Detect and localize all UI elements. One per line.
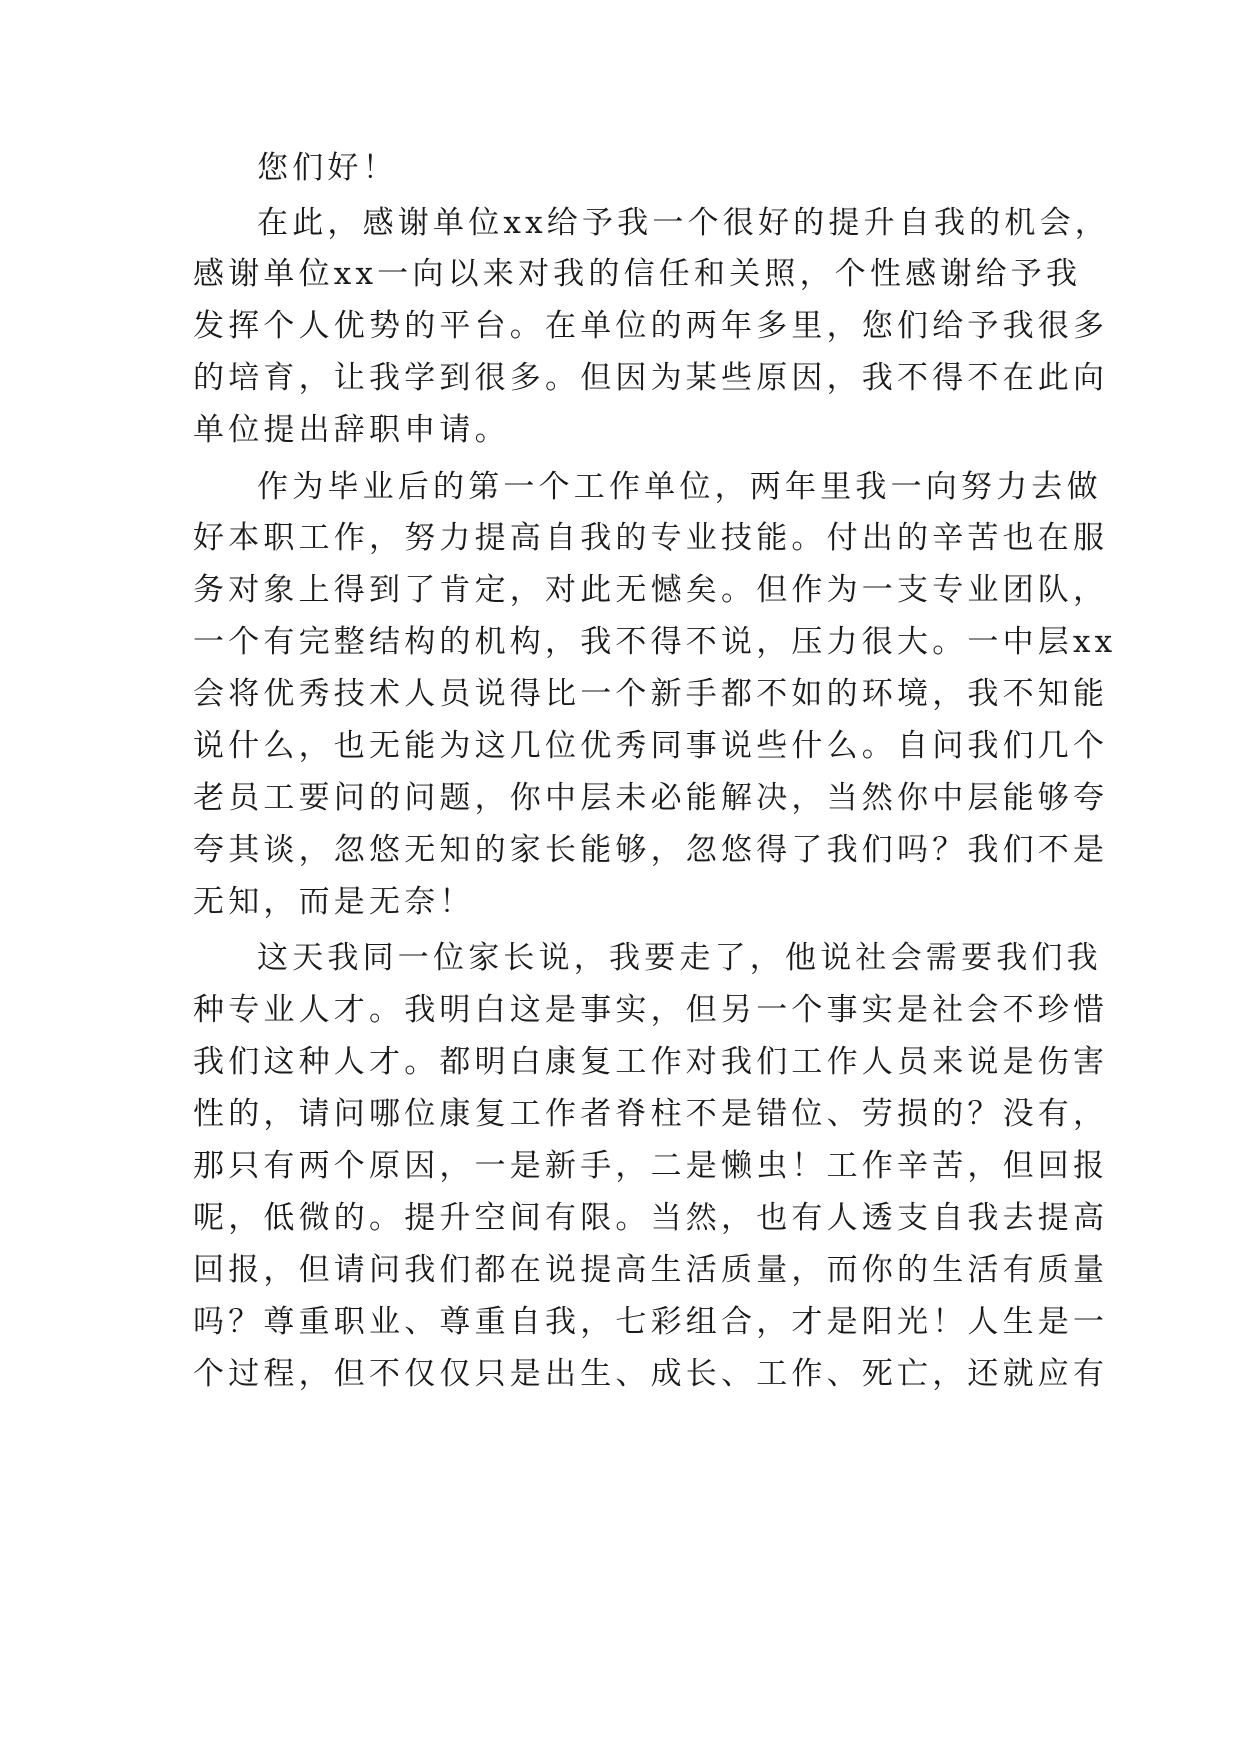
- paragraph-3-line-6: 呢，低微的。提升空间有限。当然，也有人透支自我去提高: [193, 1200, 1109, 1236]
- paragraph-1-line-5: 单位提出辞职申请。: [193, 412, 510, 448]
- paragraph-2-line-5: 会将优秀技术人员说得比一个新手都不如的环境，我不知能: [193, 676, 1109, 712]
- paragraph-2-line-1: 作为毕业后的第一个工作单位，两年里我一向努力去做: [257, 469, 1102, 505]
- paragraph-1-line-3: 发挥个人优势的平台。在单位的两年多里，您们给予我很多: [193, 308, 1109, 344]
- paragraph-2-line-8: 夸其谈，忽悠无知的家长能够，忽悠得了我们吗？我们不是: [193, 832, 1109, 868]
- paragraph-3-line-8: 吗？尊重职业、尊重自我，七彩组合，才是阳光！人生是一: [193, 1304, 1109, 1340]
- paragraph-3-line-3: 我们这种人才。都明白康复工作对我们工作人员来说是伤害: [193, 1044, 1109, 1080]
- paragraph-3-line-4: 性的，请问哪位康复工作者脊柱不是错位、劳损的？没有，: [193, 1096, 1109, 1132]
- paragraph-3-line-5: 那只有两个原因，一是新手，二是懒虫！工作辛苦，但回报: [193, 1148, 1109, 1184]
- greeting-line: 您们好！: [257, 150, 398, 186]
- paragraph-2-line-3: 务对象上得到了肯定，对此无憾矣。但作为一支专业团队，: [193, 572, 1109, 608]
- paragraph-2-line-6: 说什么，也无能为这几位优秀同事说些什么。自问我们几个: [193, 728, 1109, 764]
- paragraph-3-line-9: 个过程，但不仅仅只是出生、成长、工作、死亡，还就应有: [193, 1356, 1109, 1392]
- paragraph-2-line-9: 无知，而是无奈！: [193, 884, 475, 920]
- paragraph-2-line-7: 老员工要问的问题，你中层未必能解决，当然你中层能够夸: [193, 780, 1109, 816]
- paragraph-2-line-2: 好本职工作，努力提高自我的专业技能。付出的辛苦也在服: [193, 520, 1109, 556]
- paragraph-1-line-4: 的培育，让我学到很多。但因为某些原因，我不得不在此向: [193, 360, 1109, 396]
- paragraph-1-line-1: 在此，感谢单位xx给予我一个很好的提升自我的机会，: [257, 205, 1110, 241]
- paragraph-3-line-7: 回报，但请问我们都在说提高生活质量，而你的生活有质量: [193, 1252, 1109, 1288]
- paragraph-1-line-2: 感谢单位xx一向以来对我的信任和关照，个性感谢给予我: [193, 256, 1082, 292]
- paragraph-2-line-4: 一个有完整结构的机构，我不得不说，压力很大。一中层xx: [193, 624, 1117, 660]
- paragraph-3-line-2: 种专业人才。我明白这是事实，但另一个事实是社会不珍惜: [193, 992, 1109, 1028]
- paragraph-3-line-1: 这天我同一位家长说，我要走了，他说社会需要我们我: [257, 940, 1102, 976]
